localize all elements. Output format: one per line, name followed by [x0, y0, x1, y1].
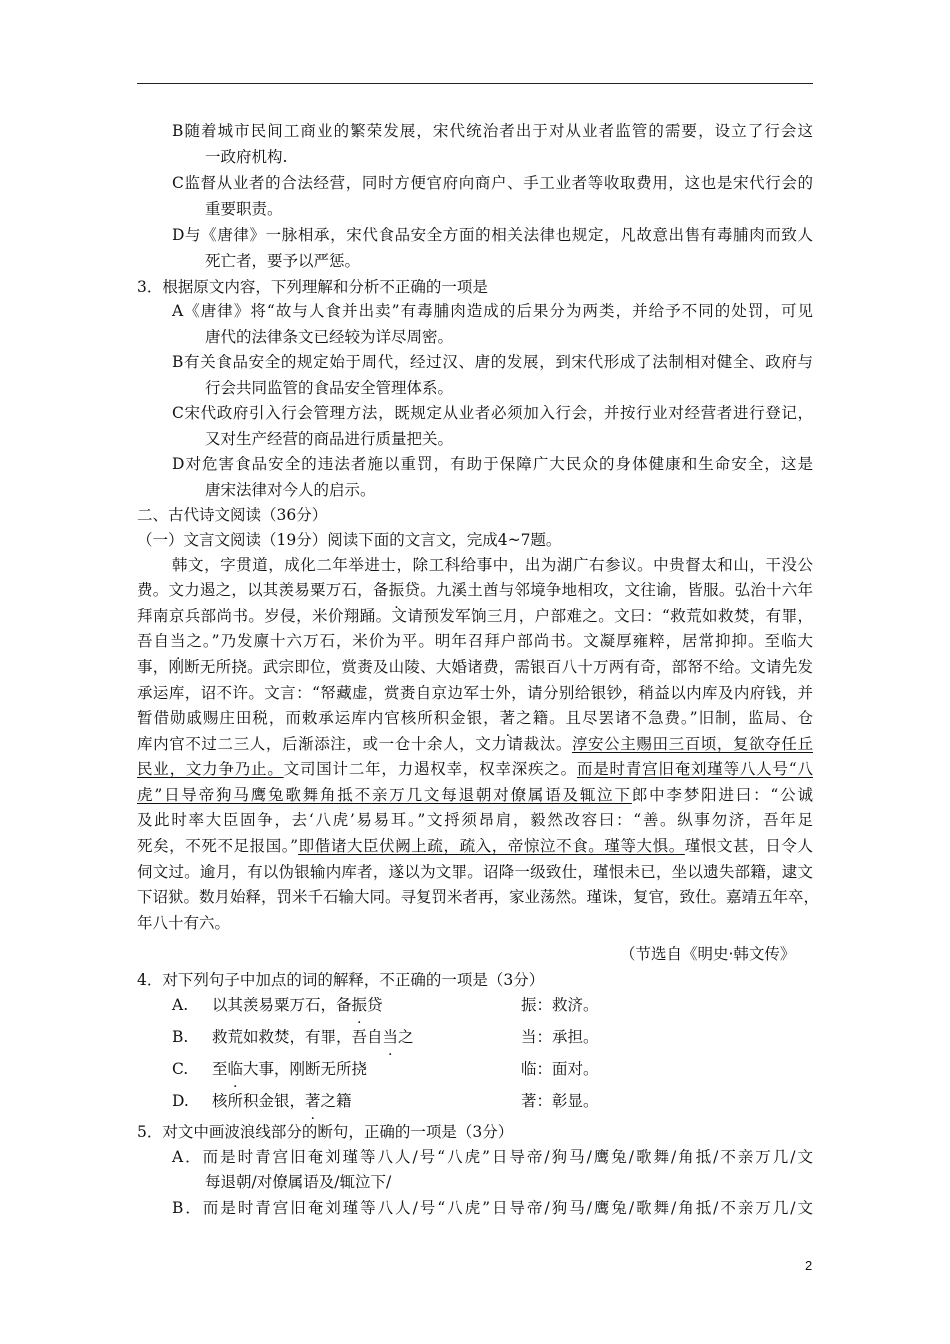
passage-line: 下诏狱。数月始释，罚米千石输大同。寻复罚米者再，家业荡然。瑾诛，复官，致仕。嘉靖五年卒，	[137, 888, 820, 906]
q3-option-b-line1: B有关食品安全的规定始于周代，经过汉、唐的发展，到宋代形成了法制相对健全、政府与	[172, 353, 813, 371]
passage-line	[137, 579, 813, 601]
q2-option-b-line1: B随着城市民间工商业的繁荣发展，宋代统治者出于对从业者监管的需要，设立了行会这	[172, 122, 813, 140]
passage-line: 年八十有六。	[137, 914, 231, 932]
dotted-word: 临	[780, 632, 798, 650]
q2-option-c-line1: C监督从业者的合法经营，同时方便官府向商户、手工业者等收取费用，这也是宋代行会的	[172, 174, 813, 192]
text-segment: 吾自	[137, 632, 170, 650]
passage-line	[137, 758, 813, 780]
q4-stem: 4．对下列句子中加点的词的解释，不正确的一项是（3分）	[137, 971, 545, 989]
passage-line: 承运库，诏不许。文言：“帑藏虚，赏赉自京边军士外，请分别给银钞，稍益以内库及内府钱，并	[137, 684, 813, 702]
dotted-word: 当	[382, 1028, 399, 1046]
text-segment: 大事，刚断无所挠	[243, 1060, 368, 1078]
passage-line: 伺文过。逾月，有以伪银输内库者，遂以为文罪。诏降一级致仕，瑾恨未已，坐以遗失部籍，逮文	[137, 863, 813, 881]
passage-line: 及此时率大臣固争，去‘八虎’易易耳。”文捋须昂肩，毅然改容曰：“善。纵事勿济，吾年足	[137, 811, 813, 829]
q4-option-d-label: D.	[172, 1092, 189, 1110]
q2-option-d-line1: D与《唐律》一脉相承，宋代食品安全方面的相关法律也规定，凡故意出售有毒脯肉而致人	[172, 226, 813, 244]
passage-line: 拜南京兵部尚书。岁侵，米价翔踊。文请预发军饷三月，户部难之。文曰：“救荒如救焚，有罪，	[137, 607, 813, 625]
text-segment: 以其羡易粟万石，备	[212, 996, 352, 1014]
text-segment: 之籍	[320, 1092, 352, 1110]
text-segment: 贷。九溪土酋与邻境争地相攻，文往谕，皆服。弘治十六年	[404, 581, 813, 599]
header-rule	[137, 83, 813, 84]
underlined-phrase: 淳安公主赐田三百顷，复欲夺任丘	[571, 735, 813, 753]
section-heading: 二、古代诗文阅读（36分）	[137, 506, 328, 524]
text-segment: 至	[212, 1060, 228, 1078]
q3-option-a-line2: 唐代的法律条文已经较为详尽周密。	[205, 328, 454, 346]
text-segment: 文司国计二年，力遏权幸，权幸深疾之。	[283, 760, 577, 778]
q4-option-c-answer: 临：面对。	[521, 1060, 599, 1078]
passage-line: 事，刚断无所挠。武宗即位，赏赉及山陵、大婚诸费，需银百八十万两有奇，部帑不给。文请先发	[137, 658, 813, 676]
passage-line	[137, 784, 813, 806]
page-number: 2	[805, 1258, 813, 1273]
dotted-word: 著	[305, 1092, 321, 1110]
q4-option-b-answer: 当：承担。	[521, 1028, 599, 1046]
text-segment: 库内官不过二三人，后渐添注，或一仓十余人，文力请裁汰。	[137, 735, 572, 753]
q2-option-b-line2: 一政府机构.	[205, 148, 288, 166]
text-segment: 死矣，不死不足报国。”	[137, 837, 299, 855]
text-segment: 暂借勋戚赐庄田税，而敕承运库内官核所积金银，	[137, 709, 500, 727]
q5-option-a-line2: 每退朝/对僚属语及/辄泣下/	[205, 1173, 392, 1191]
q5-option-b-line1: B．而是时青宫旧奄刘瑾等八人/号“八虎”日导帝/狗马/鹰兔/歌舞/角抵/不亲万几/文	[172, 1199, 813, 1217]
passage-line	[137, 835, 813, 857]
q3-option-b-line2: 行会共同监管的食品安全管理体系。	[205, 379, 454, 397]
wavy-underlined-phrase: 而是时青宫旧奄刘瑾等八人号“八	[576, 760, 813, 778]
underlined-phrase: 民业，文力争乃止。	[137, 760, 284, 778]
dotted-word: 振	[388, 581, 405, 599]
text-segment: 之。”乃发廪十六万石，米价为平。明年召拜户部尚书。文凝厚雍粹，居常抑抑。至	[186, 632, 781, 650]
dotted-word: 当	[169, 632, 187, 650]
text-segment: 郎中李梦阳进曰：“公诚	[631, 786, 813, 804]
q4-option-b-label: B.	[172, 1028, 189, 1046]
subsection-heading: （一）文言文阅读（19分）阅读下面的文言文，完成4~7题。	[137, 531, 562, 549]
dotted-word: 临	[227, 1060, 244, 1078]
text-segment: 费。文力遏之，以其羡易粟万石，备	[137, 581, 389, 599]
underlined-phrase: 即偕诸大臣伏阙上疏，疏入，帝惊泣不食。瑾等大惧。	[298, 837, 685, 855]
q5-option-a-line1: A．而是时青宫旧奄刘瑾等八人/号“八虎”日导帝/狗马/鹰兔/歌舞/角抵/不亲万几/文	[172, 1148, 813, 1166]
passage-line	[137, 733, 813, 755]
q4-option-d-answer: 著：彰显。	[521, 1092, 599, 1110]
text-segment: 核所积金银，	[212, 1092, 306, 1110]
q4-option-b-sentence	[212, 1026, 414, 1048]
dotted-word: 著	[499, 709, 517, 727]
q3-option-d-line2: 唐宋法律对今人的启示。	[205, 481, 376, 499]
q3-option-c-line2: 又对生产经营的商品进行质量把关。	[205, 430, 454, 448]
q4-option-c-label: C.	[172, 1060, 189, 1078]
dotted-word: 振	[351, 996, 368, 1014]
passage-line: 韩文，字贯道，成化二年举进士，除工科给事中，出为湖广右参议。中贵督太和山，干没公	[172, 556, 813, 574]
text-segment: 之	[398, 1028, 414, 1046]
q3-option-c-line1: C宋代政府引入行会管理方法，既规定从业者必须加入行会，并按行业对经营者进行登记，	[172, 404, 813, 422]
passage-source: （节选自《明史·韩文传》	[620, 945, 796, 963]
q4-option-c-sentence	[212, 1058, 367, 1080]
text-segment: 救荒如救焚，有罪，吾自	[212, 1028, 383, 1046]
q2-option-d-line2: 死亡者，要予以严惩。	[205, 252, 361, 270]
q4-option-d-sentence	[212, 1090, 352, 1112]
q4-option-a-answer: 振：救济。	[521, 996, 599, 1014]
q4-option-a-label: A.	[172, 996, 189, 1014]
q3-option-a-line1: A《唐律》将“故与人食并出卖”有毒脯肉造成的后果分为两类，并给予不同的处罚，可见	[172, 302, 813, 320]
wavy-underlined-phrase: 虎”日导帝狗马鹰兔歌舞角抵不亲万几文每退朝对僚属语及辄泣下	[137, 786, 632, 804]
passage-line	[137, 630, 813, 652]
q5-stem: 5．对文中画波浪线部分的断句，正确的一项是（3分）	[137, 1123, 514, 1141]
text-segment: 大	[797, 632, 813, 650]
q2-option-c-line2: 重要职责。	[205, 200, 283, 218]
q4-option-a-sentence	[212, 994, 383, 1016]
passage-line	[137, 707, 813, 729]
text-segment: 瑾恨文甚，日令人	[684, 837, 813, 855]
text-segment: 贷	[367, 996, 383, 1014]
text-segment: 之籍。且尽罢诸不急费。”旧制，监局、仓	[516, 709, 813, 727]
q3-option-d-line1: D对危害食品安全的违法者施以重罚，有助于保障广大民众的身体健康和生命安全，这是	[172, 455, 813, 473]
q3-stem: 3．根据原文内容，下列理解和分析不正确的一项是	[137, 278, 488, 296]
